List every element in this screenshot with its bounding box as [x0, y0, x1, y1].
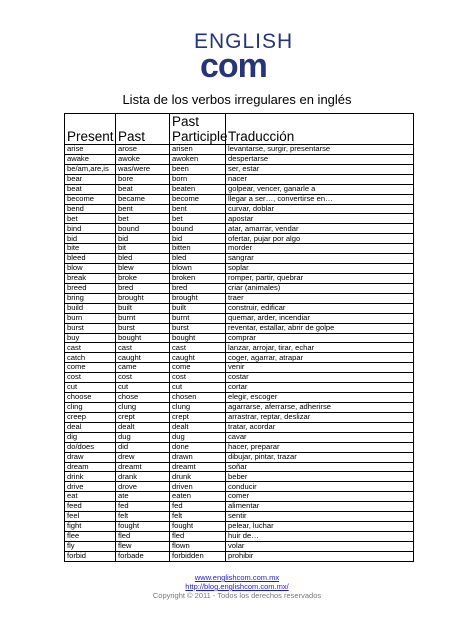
past-participle-cell: felt	[170, 512, 226, 522]
past-participle-cell: burnt	[170, 313, 226, 323]
translation-cell: llegar a ser…, convertirse en…	[226, 194, 414, 204]
past-cell: dreamt	[116, 462, 170, 472]
table-row	[65, 482, 414, 492]
translation-cell: nacer	[226, 174, 414, 184]
past-participle-cell: built	[170, 303, 226, 313]
table-row	[65, 145, 414, 155]
past-cell: was/were	[116, 164, 170, 174]
header-present: Present	[65, 114, 116, 145]
present-cell: drink	[65, 472, 116, 482]
translation-cell: soñar	[226, 462, 414, 472]
past-cell: bought	[116, 333, 170, 343]
past-cell: fled	[116, 531, 170, 541]
present-cell: awake	[65, 154, 116, 164]
past-cell: beat	[116, 184, 170, 194]
past-participle-cell: cast	[170, 343, 226, 353]
translation-cell: curvar, doblar	[226, 204, 414, 214]
translation-cell: pelear, luchar	[226, 522, 414, 532]
present-cell: bid	[65, 234, 116, 244]
table-row	[65, 244, 414, 254]
past-cell: brought	[116, 293, 170, 303]
past-participle-cell: caught	[170, 353, 226, 363]
past-cell: bound	[116, 224, 170, 234]
past-cell: fought	[116, 522, 170, 532]
past-participle-cell: arisen	[170, 145, 226, 155]
present-cell: burst	[65, 323, 116, 333]
past-participle-cell: bitten	[170, 244, 226, 254]
table-row	[65, 502, 414, 512]
table-row	[65, 452, 414, 462]
translation-cell: romper, partir, quebrar	[226, 273, 414, 283]
present-cell: bind	[65, 224, 116, 234]
translation-cell: agarrarse, aferrarse, adherirse	[226, 402, 414, 412]
past-cell: drove	[116, 482, 170, 492]
englishcom-logo	[190, 30, 294, 85]
past-participle-cell: cost	[170, 373, 226, 383]
table-row	[65, 303, 414, 313]
logo-line1: ENGLISH	[194, 30, 294, 53]
table-row	[65, 264, 414, 274]
translation-cell: ofertar, pujar por algo	[226, 234, 414, 244]
table-row	[65, 412, 414, 422]
past-participle-cell: fled	[170, 531, 226, 541]
blog-link[interactable]: http://blog.englishcom.com.mx/	[185, 582, 289, 591]
present-cell: cling	[65, 402, 116, 412]
table-body	[65, 145, 414, 562]
past-cell: became	[116, 194, 170, 204]
table-row	[65, 293, 414, 303]
table-row	[65, 333, 414, 343]
present-cell: breed	[65, 283, 116, 293]
present-cell: be/am,are,is	[65, 164, 116, 174]
table-header-row	[65, 114, 414, 145]
past-participle-cell: born	[170, 174, 226, 184]
past-participle-cell: bled	[170, 254, 226, 264]
present-cell: feel	[65, 512, 116, 522]
present-cell: feed	[65, 502, 116, 512]
table-row	[65, 531, 414, 541]
table-row	[65, 393, 414, 403]
translation-cell: sentir	[226, 512, 414, 522]
past-participle-cell: become	[170, 194, 226, 204]
table-row	[65, 462, 414, 472]
translation-cell: tratar, acordar	[226, 422, 414, 432]
past-cell: blew	[116, 264, 170, 274]
past-cell: bit	[116, 244, 170, 254]
past-cell: cut	[116, 383, 170, 393]
translation-cell: reventar, estallar, abrir de golpe	[226, 323, 414, 333]
present-cell: buy	[65, 333, 116, 343]
table-row	[65, 541, 414, 551]
past-participle-cell: broken	[170, 273, 226, 283]
past-participle-cell: bid	[170, 234, 226, 244]
translation-cell: arrastrar, reptar, deslizar	[226, 412, 414, 422]
past-cell: flew	[116, 541, 170, 551]
table-row	[65, 472, 414, 482]
past-cell: dug	[116, 432, 170, 442]
irregular-verbs-table	[64, 113, 414, 562]
past-cell: cost	[116, 373, 170, 383]
translation-cell: soplar	[226, 264, 414, 274]
past-participle-cell: been	[170, 164, 226, 174]
translation-cell: huir de…	[226, 531, 414, 541]
past-participle-cell: fed	[170, 502, 226, 512]
table-row	[65, 224, 414, 234]
present-cell: catch	[65, 353, 116, 363]
present-cell: bleed	[65, 254, 116, 264]
copyright-text: Copyright © 2011 - Todos los derechos reservados	[152, 591, 322, 600]
past-cell: drank	[116, 472, 170, 482]
past-participle-cell: bent	[170, 204, 226, 214]
past-cell: awoke	[116, 154, 170, 164]
present-cell: build	[65, 303, 116, 313]
table-row	[65, 383, 414, 393]
translation-cell: dibujar, pintar, trazar	[226, 452, 414, 462]
past-cell: bent	[116, 204, 170, 214]
table-row	[65, 313, 414, 323]
present-cell: bend	[65, 204, 116, 214]
past-participle-cell: brought	[170, 293, 226, 303]
table-row	[65, 353, 414, 363]
past-cell: dealt	[116, 422, 170, 432]
past-participle-cell: beaten	[170, 184, 226, 194]
present-cell: do/does	[65, 442, 116, 452]
translation-cell: costar	[226, 373, 414, 383]
table-row	[65, 551, 414, 561]
present-cell: bear	[65, 174, 116, 184]
past-cell: chose	[116, 393, 170, 403]
past-cell: drew	[116, 452, 170, 462]
past-participle-cell: dug	[170, 432, 226, 442]
table-row	[65, 174, 414, 184]
table-row	[65, 164, 414, 174]
table-row	[65, 402, 414, 412]
past-cell: came	[116, 363, 170, 373]
past-cell: did	[116, 442, 170, 452]
table-row	[65, 214, 414, 224]
past-participle-cell: drunk	[170, 472, 226, 482]
past-participle-cell: clung	[170, 402, 226, 412]
translation-cell: venir	[226, 363, 414, 373]
past-cell: cast	[116, 343, 170, 353]
translation-cell: coger, agarrar, atrapar	[226, 353, 414, 363]
past-cell: bid	[116, 234, 170, 244]
past-cell: bled	[116, 254, 170, 264]
past-cell: built	[116, 303, 170, 313]
translation-cell: beber	[226, 472, 414, 482]
table-row	[65, 273, 414, 283]
translation-cell: traer	[226, 293, 414, 303]
past-participle-cell: driven	[170, 482, 226, 492]
present-cell: dream	[65, 462, 116, 472]
translation-cell: construir, edificar	[226, 303, 414, 313]
past-cell: forbade	[116, 551, 170, 561]
past-participle-cell: chosen	[170, 393, 226, 403]
header-traduccion: Traducción	[226, 114, 414, 145]
present-cell: draw	[65, 452, 116, 462]
past-cell: bet	[116, 214, 170, 224]
present-cell: cast	[65, 343, 116, 353]
present-cell: forbid	[65, 551, 116, 561]
past-cell: fed	[116, 502, 170, 512]
present-cell: fly	[65, 541, 116, 551]
table-row	[65, 194, 414, 204]
present-cell: arise	[65, 145, 116, 155]
present-cell: flee	[65, 531, 116, 541]
table-row	[65, 363, 414, 373]
translation-cell: prohibir	[226, 551, 414, 561]
present-cell: fight	[65, 522, 116, 532]
table-row	[65, 343, 414, 353]
table-row	[65, 154, 414, 164]
table-row	[65, 512, 414, 522]
past-participle-cell: forbidden	[170, 551, 226, 561]
past-participle-cell: flown	[170, 541, 226, 551]
past-participle-cell: bet	[170, 214, 226, 224]
translation-cell: levantarse, surgir, presentarse	[226, 145, 414, 155]
translation-cell: conducir	[226, 482, 414, 492]
present-cell: creep	[65, 412, 116, 422]
translation-cell: comprar	[226, 333, 414, 343]
translation-cell: cortar	[226, 383, 414, 393]
table-row	[65, 422, 414, 432]
past-cell: felt	[116, 512, 170, 522]
past-cell: broke	[116, 273, 170, 283]
translation-cell: hacer, preparar	[226, 442, 414, 452]
table-row	[65, 323, 414, 333]
table-row	[65, 432, 414, 442]
present-cell: become	[65, 194, 116, 204]
past-participle-cell: come	[170, 363, 226, 373]
translation-cell: elegir, escoger	[226, 393, 414, 403]
past-participle-cell: done	[170, 442, 226, 452]
present-cell: burn	[65, 313, 116, 323]
past-participle-cell: awoken	[170, 154, 226, 164]
translation-cell: atar, amarrar, vendar	[226, 224, 414, 234]
translation-cell: lanzar, arrojar, tirar, echar	[226, 343, 414, 353]
present-cell: dig	[65, 432, 116, 442]
table-row	[65, 522, 414, 532]
header-past-participle: Past Participle	[170, 114, 226, 145]
past-participle-cell: bound	[170, 224, 226, 234]
translation-cell: cavar	[226, 432, 414, 442]
translation-cell: comer	[226, 492, 414, 502]
past-participle-cell: dealt	[170, 422, 226, 432]
table-row	[65, 254, 414, 264]
present-cell: blow	[65, 264, 116, 274]
past-cell: arose	[116, 145, 170, 155]
past-participle-cell: drawn	[170, 452, 226, 462]
past-cell: crept	[116, 412, 170, 422]
past-participle-cell: bred	[170, 283, 226, 293]
past-participle-cell: blown	[170, 264, 226, 274]
translation-cell: quemar, arder, incendiar	[226, 313, 414, 323]
page-title: Lista de los verbos irregulares en inglés	[122, 92, 352, 107]
translation-cell: alimentar	[226, 502, 414, 512]
translation-cell: criar (animales)	[226, 283, 414, 293]
translation-cell: despertarse	[226, 154, 414, 164]
translation-cell: ser, estar	[226, 164, 414, 174]
past-participle-cell: bought	[170, 333, 226, 343]
present-cell: deal	[65, 422, 116, 432]
table-row	[65, 283, 414, 293]
past-cell: burnt	[116, 313, 170, 323]
table-row	[65, 442, 414, 452]
present-cell: bite	[65, 244, 116, 254]
present-cell: cut	[65, 383, 116, 393]
present-cell: cost	[65, 373, 116, 383]
present-cell: bring	[65, 293, 116, 303]
past-cell: caught	[116, 353, 170, 363]
present-cell: bet	[65, 214, 116, 224]
past-participle-cell: fought	[170, 522, 226, 532]
translation-cell: morder	[226, 244, 414, 254]
website-link[interactable]: www.englishcom.com.mx	[194, 573, 280, 582]
table-row	[65, 204, 414, 214]
past-participle-cell: dreamt	[170, 462, 226, 472]
past-participle-cell: burst	[170, 323, 226, 333]
present-cell: choose	[65, 393, 116, 403]
translation-cell: sangrar	[226, 254, 414, 264]
present-cell: beat	[65, 184, 116, 194]
logo-line2: com	[200, 47, 267, 85]
past-cell: clung	[116, 402, 170, 412]
past-participle-cell: cut	[170, 383, 226, 393]
past-cell: bred	[116, 283, 170, 293]
translation-cell: volar	[226, 541, 414, 551]
table-row	[65, 184, 414, 194]
past-participle-cell: crept	[170, 412, 226, 422]
translation-cell: apostar	[226, 214, 414, 224]
header-past: Past	[116, 114, 170, 145]
past-cell: bore	[116, 174, 170, 184]
present-cell: drive	[65, 482, 116, 492]
present-cell: eat	[65, 492, 116, 502]
translation-cell: golpear, vencer, ganarle a	[226, 184, 414, 194]
present-cell: break	[65, 273, 116, 283]
table-row	[65, 373, 414, 383]
present-cell: come	[65, 363, 116, 373]
past-participle-cell: eaten	[170, 492, 226, 502]
past-cell: burst	[116, 323, 170, 333]
table-row	[65, 492, 414, 502]
past-cell: ate	[116, 492, 170, 502]
table-row	[65, 234, 414, 244]
